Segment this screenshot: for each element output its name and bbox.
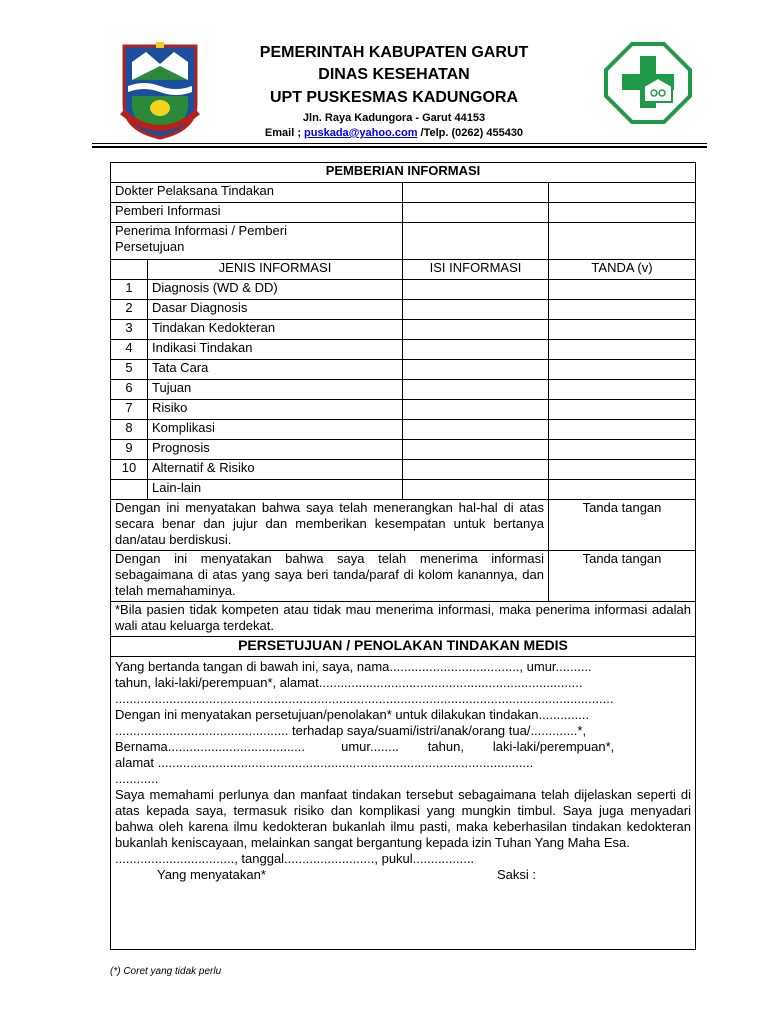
item-label: Indikasi Tindakan bbox=[148, 340, 403, 360]
doctor-label: Dokter Pelaksana Tindakan bbox=[111, 183, 403, 203]
item-number: 1 bbox=[111, 280, 148, 300]
item-check-cell[interactable] bbox=[549, 360, 696, 380]
header-contact bbox=[200, 127, 588, 139]
number-header-cell bbox=[111, 260, 148, 280]
doctor-statement: Dengan ini menyatakan bahwa saya telah menerangkan hal-hal di atas secara benar dan jujur dan memberikan kesempatan untuk bertanya dan/atau berdiskusi. bbox=[111, 500, 549, 551]
item-number: 2 bbox=[111, 300, 148, 320]
header-department: DINAS KESEHATAN bbox=[318, 66, 470, 83]
table-row bbox=[111, 480, 696, 500]
doctor-signature-cell[interactable] bbox=[549, 500, 696, 551]
item-check-cell[interactable] bbox=[549, 460, 696, 480]
consent-line-address-cont[interactable]: .......................................................................................................................................... bbox=[115, 691, 614, 706]
item-number: 8 bbox=[111, 420, 148, 440]
consent-line-patient-address[interactable]: alamat ........................................................................................................ bbox=[115, 755, 534, 770]
item-check-cell[interactable] bbox=[549, 380, 696, 400]
doctor-value-cell[interactable] bbox=[403, 183, 549, 203]
consent-paragraph: Saya memahami perlunya dan manfaat tindakan tersebut sebagaimana telah dijelaskan seperti di atas kepada saya, termasuk risiko dan komplikasi yang mungkin timbul. Saya juga menyadari bahwa oleh karena ilmu kedokteran bukanlah ilmu pasti, maka keberhasilan tindakan kedokteran bukanlah keniscayaan, melainkan sangat bergantung kepada izin Tuhan Yang Maha Esa. bbox=[115, 787, 691, 850]
item-number bbox=[111, 480, 148, 500]
receiver-signature-label: Tanda tangan bbox=[582, 551, 662, 566]
receiver-signature-cell[interactable] bbox=[549, 551, 696, 602]
column-header-isi: ISI INFORMASI bbox=[403, 260, 549, 280]
item-info-cell[interactable] bbox=[403, 360, 549, 380]
item-label: Diagnosis (WD & DD) bbox=[148, 280, 403, 300]
item-label: Lain-lain bbox=[148, 480, 403, 500]
item-number: 4 bbox=[111, 340, 148, 360]
item-info-cell[interactable] bbox=[403, 320, 549, 340]
table-row bbox=[111, 360, 696, 380]
consent-line-gender-address[interactable]: tahun, laki-laki/perempuan*, alamat......................................................................... bbox=[115, 675, 583, 690]
item-info-cell[interactable] bbox=[403, 300, 549, 320]
consent-line-action[interactable]: Dengan ini menyatakan persetujuan/penolakan* untuk dilakukan tindakan.............. bbox=[115, 707, 590, 722]
item-info-cell[interactable] bbox=[403, 380, 549, 400]
item-info-cell[interactable] bbox=[403, 440, 549, 460]
consent-line-name[interactable]: Yang bertanda tangan di bawah ini, saya, nama...................................., umur.......... bbox=[115, 659, 592, 674]
item-info-cell[interactable] bbox=[403, 340, 549, 360]
item-label: Alternatif & Risiko bbox=[148, 460, 403, 480]
puskesmas-cross-icon bbox=[604, 42, 692, 124]
item-check-cell[interactable] bbox=[549, 440, 696, 460]
receiver-statement: Dengan ini menyatakan bahwa saya telah menerima informasi sebagaimana di atas yang saya beri tanda/paraf di kolom kanannya, dan telah memahaminya. bbox=[111, 551, 549, 602]
table-row bbox=[111, 400, 696, 420]
garut-regency-emblem-icon bbox=[118, 42, 202, 142]
witness-label: Saksi : bbox=[497, 867, 537, 882]
item-check-cell[interactable] bbox=[549, 420, 696, 440]
item-number: 7 bbox=[111, 400, 148, 420]
item-number: 9 bbox=[111, 440, 148, 460]
informer-label: Pemberi Informasi bbox=[111, 203, 403, 223]
consent-line-relation[interactable]: ................................................ terhadap saya/suami/istri/anak/orang tua/.............*, bbox=[115, 723, 587, 738]
consent-line-address-end[interactable]: ............ bbox=[115, 771, 159, 786]
item-check-cell[interactable] bbox=[549, 340, 696, 360]
receiver-value-cell[interactable] bbox=[403, 223, 549, 260]
table-row bbox=[111, 440, 696, 460]
consent-date-line[interactable]: ................................., tanggal........................., pukul................. bbox=[115, 851, 475, 866]
item-info-cell[interactable] bbox=[403, 420, 549, 440]
item-number: 10 bbox=[111, 460, 148, 480]
column-header-jenis: JENIS INFORMASI bbox=[148, 260, 403, 280]
item-number: 6 bbox=[111, 380, 148, 400]
item-label: Tindakan Kedokteran bbox=[148, 320, 403, 340]
doctor-sign-cell[interactable] bbox=[549, 183, 696, 203]
receiver-sign-cell[interactable] bbox=[549, 223, 696, 260]
item-info-cell[interactable] bbox=[403, 460, 549, 480]
item-info-cell[interactable] bbox=[403, 400, 549, 420]
table-row bbox=[111, 300, 696, 320]
footnote: (*) Coret yang tidak perlu bbox=[110, 966, 222, 977]
item-info-cell[interactable] bbox=[403, 280, 549, 300]
item-check-cell[interactable] bbox=[549, 320, 696, 340]
header-puskesmas: UPT PUSKESMAS KADUNGORA bbox=[269, 89, 518, 106]
informer-value-cell[interactable] bbox=[403, 203, 549, 223]
table-row bbox=[111, 340, 696, 360]
item-label: Risiko bbox=[148, 400, 403, 420]
declarant-label: Yang menyatakan* bbox=[157, 867, 266, 882]
table-row bbox=[111, 320, 696, 340]
table-row bbox=[111, 420, 696, 440]
item-check-cell[interactable] bbox=[549, 280, 696, 300]
section-title-information: PEMBERIAN INFORMASI bbox=[111, 163, 696, 183]
item-label: Komplikasi bbox=[148, 420, 403, 440]
item-number: 5 bbox=[111, 360, 148, 380]
item-label: Dasar Diagnosis bbox=[148, 300, 403, 320]
doctor-signature-label: Tanda tangan bbox=[582, 500, 662, 515]
consent-body bbox=[111, 657, 696, 950]
item-info-cell[interactable] bbox=[403, 480, 549, 500]
item-label: Tata Cara bbox=[148, 360, 403, 380]
header-divider bbox=[92, 143, 707, 144]
phone-text: /Telp. (0262) 455430 bbox=[417, 127, 524, 139]
email-prefix: Email ; bbox=[264, 127, 305, 139]
informer-sign-cell[interactable] bbox=[549, 203, 696, 223]
consent-line-patient[interactable]: Bernama...................................... umur........ tahun, laki-laki/perempuan*, bbox=[115, 739, 615, 754]
item-label: Prognosis bbox=[148, 440, 403, 460]
item-number: 3 bbox=[111, 320, 148, 340]
column-header-tanda: TANDA (v) bbox=[549, 260, 696, 280]
section-title-consent: PERSETUJUAN / PENOLAKAN TINDAKAN MEDIS bbox=[111, 637, 696, 657]
signature-row bbox=[115, 867, 691, 883]
header-divider-thick bbox=[92, 146, 707, 148]
receiver-label: Penerima Informasi / Pemberi Persetujuan bbox=[111, 223, 403, 260]
table-row bbox=[111, 460, 696, 480]
header-address: Jln. Raya Kadungora - Garut 44153 bbox=[302, 112, 486, 124]
item-check-cell[interactable] bbox=[549, 400, 696, 420]
item-label: Tujuan bbox=[148, 380, 403, 400]
email-link[interactable]: puskada@yahoo.com bbox=[304, 127, 418, 139]
guardian-note: *Bila pasien tidak kompeten atau tidak mau menerima informasi, maka penerima informasi adalah wali atau keluarga terdekat. bbox=[111, 602, 696, 637]
header-government: PEMERINTAH KABUPATEN GARUT bbox=[259, 44, 529, 61]
table-row bbox=[111, 280, 696, 300]
item-check-cell[interactable] bbox=[549, 480, 696, 500]
informed-consent-form bbox=[110, 162, 696, 950]
table-row bbox=[111, 380, 696, 400]
item-check-cell[interactable] bbox=[549, 300, 696, 320]
